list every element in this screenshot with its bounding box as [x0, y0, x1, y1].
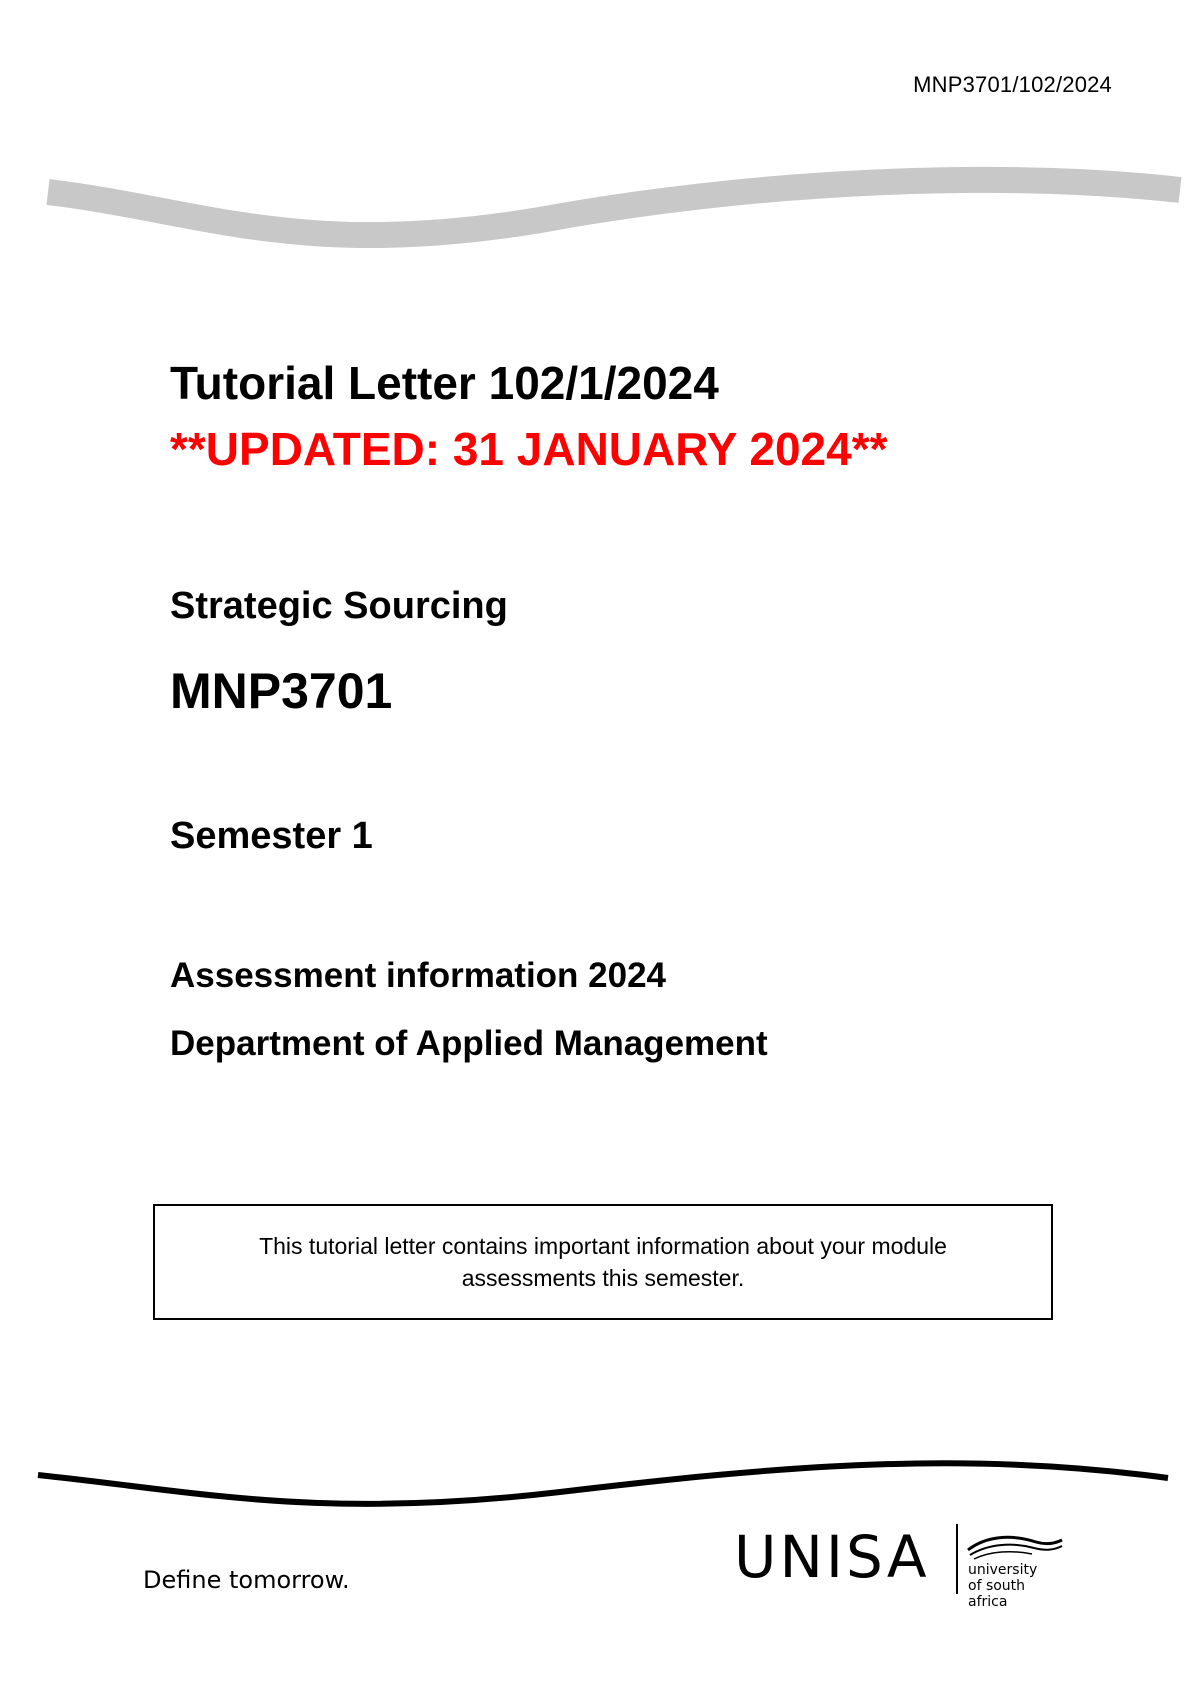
module-code: MNP3701 — [170, 663, 393, 719]
document-code: MNP3701/102/2024 — [913, 72, 1112, 97]
unisa-logo — [734, 1522, 1064, 1610]
assessment-info: Assessment information 2024 — [170, 956, 667, 995]
title-block — [170, 355, 1070, 477]
department-name: Department of Applied Management — [170, 1024, 768, 1063]
page-title: Tutorial Letter 102/1/2024 — [170, 357, 719, 409]
unisa-wave-mark-icon — [966, 1532, 1066, 1562]
logo-wordmark: UNISA — [734, 1523, 930, 1591]
module-name: Strategic Sourcing — [170, 585, 508, 627]
logo-subtext — [968, 1562, 1064, 1610]
semester-label: Semester 1 — [170, 815, 373, 857]
notice-text: This tutorial letter contains important information about your module assessments this semester. — [259, 1233, 947, 1291]
notice-box — [153, 1204, 1053, 1320]
tagline: Define tomorrow. — [143, 1566, 350, 1594]
top-wave-decoration — [0, 140, 1200, 250]
bottom-wave-decoration — [0, 1440, 1200, 1530]
logo-sub-line1: university — [968, 1562, 1038, 1578]
updated-notice: **UPDATED: 31 JANUARY 2024** — [170, 423, 888, 475]
logo-divider — [956, 1524, 958, 1594]
logo-sub-line2: of south africa — [968, 1578, 1026, 1610]
